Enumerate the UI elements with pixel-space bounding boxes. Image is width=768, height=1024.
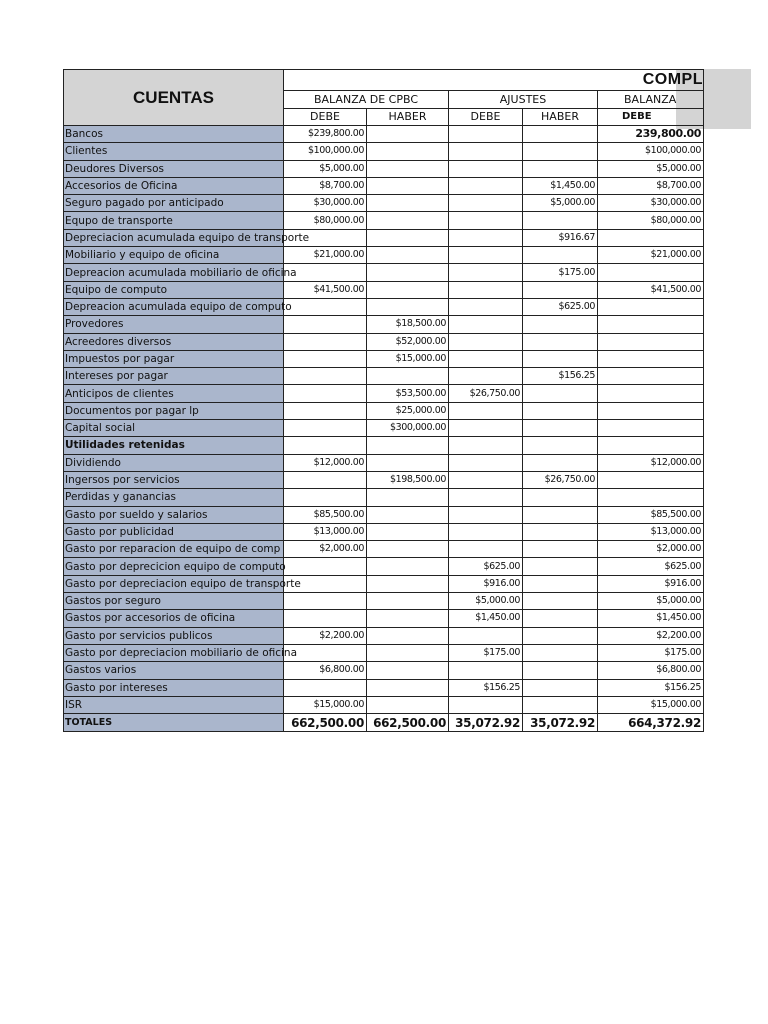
group-balanza-cpbc[interactable]: BALANZA DE CPBC: [284, 91, 449, 109]
amount-cell-c5[interactable]: [598, 471, 704, 488]
table-row: [64, 385, 704, 402]
account-name: Gasto por servicios publicos: [65, 629, 213, 642]
amount-cell-c1[interactable]: [284, 333, 367, 350]
amount-cell-c2[interactable]: $53,500.00: [367, 385, 449, 402]
amount-cell-c1[interactable]: [284, 593, 367, 610]
amount-cell-c5[interactable]: [598, 420, 704, 437]
amount-cell-c3[interactable]: $5,000.00: [449, 593, 523, 610]
amount-cell-c2[interactable]: [367, 143, 449, 160]
account-name: Gastos por accesorios de oficina: [65, 612, 236, 625]
amount-cell-c1[interactable]: $21,000.00: [284, 247, 367, 264]
amount-cell-c2[interactable]: $52,000.00: [367, 333, 449, 350]
table-row: [64, 160, 704, 177]
amount-cell-c4[interactable]: [523, 575, 598, 592]
table-row: [64, 454, 704, 471]
account-name-cell[interactable]: [64, 627, 284, 644]
account-name-cell[interactable]: [64, 420, 284, 437]
amount-cell-c5[interactable]: $625.00: [598, 558, 704, 575]
amount-cell-c2[interactable]: [367, 662, 449, 679]
amount-cell-c5[interactable]: $85,500.00: [598, 506, 704, 523]
amount-cell-c4[interactable]: [523, 523, 598, 540]
amount-cell-c2[interactable]: [367, 195, 449, 212]
account-name: Seguro pagado por anticipado: [65, 197, 224, 210]
amount-cell-c2[interactable]: $25,000.00: [367, 402, 449, 419]
account-name: Gasto por reparacion de equipo de comp: [65, 543, 281, 556]
total-cell-c1[interactable]: 662,500.00: [284, 714, 367, 732]
amount-cell-c2[interactable]: [367, 247, 449, 264]
table-row: [64, 627, 704, 644]
amount-cell-c2[interactable]: [367, 126, 449, 143]
account-name: Gasto por depreciacion equipo de transporte: [65, 577, 301, 590]
amount-cell-c3[interactable]: [449, 437, 523, 454]
account-name-cell[interactable]: [64, 316, 284, 333]
account-name-cell[interactable]: [64, 679, 284, 696]
amount-cell-c3[interactable]: [449, 489, 523, 506]
amount-cell-c4[interactable]: [523, 316, 598, 333]
amount-cell-c1[interactable]: [284, 350, 367, 367]
amount-cell-c2[interactable]: [367, 575, 449, 592]
amount-cell-c3[interactable]: [449, 333, 523, 350]
amount-cell-c5[interactable]: $1,450.00: [598, 610, 704, 627]
comprobacion-header[interactable]: [284, 70, 704, 91]
amount-cell-c3[interactable]: [449, 420, 523, 437]
amount-cell-c5[interactable]: [598, 402, 704, 419]
amount-cell-c5[interactable]: $12,000.00: [598, 454, 704, 471]
table-row: [64, 575, 704, 592]
amount-cell-c5[interactable]: [598, 350, 704, 367]
amount-cell-c3[interactable]: [449, 247, 523, 264]
table-row: [64, 679, 704, 696]
account-name: Documentos por pagar lp: [65, 404, 199, 417]
amount-cell-c1[interactable]: $12,000.00: [284, 454, 367, 471]
amount-cell-c5[interactable]: $8,700.00: [598, 177, 704, 194]
amount-cell-c2[interactable]: [367, 437, 449, 454]
table-row: [64, 696, 704, 713]
worksheet: [63, 69, 703, 777]
amount-cell-c4[interactable]: $916.67: [523, 229, 598, 246]
table-row: [64, 350, 704, 367]
subcol-debe[interactable]: DEBE: [598, 109, 704, 126]
table-row: [64, 489, 704, 506]
subcol-haber[interactable]: HABER: [523, 109, 598, 126]
amount-cell-c2[interactable]: [367, 593, 449, 610]
table-row: [64, 593, 704, 610]
amount-cell-c1[interactable]: $6,800.00: [284, 662, 367, 679]
amount-cell-c5[interactable]: [598, 298, 704, 315]
amount-cell-c3[interactable]: [449, 212, 523, 229]
account-name-cell[interactable]: [64, 696, 284, 713]
amount-cell-c3[interactable]: $916.00: [449, 575, 523, 592]
total-cell-c3[interactable]: 35,072.92: [449, 714, 523, 732]
amount-cell-c1[interactable]: [284, 489, 367, 506]
amount-cell-c2[interactable]: [367, 160, 449, 177]
subcol-haber[interactable]: HABER: [367, 109, 449, 126]
amount-cell-c1[interactable]: $100,000.00: [284, 143, 367, 160]
amount-cell-c1[interactable]: $30,000.00: [284, 195, 367, 212]
account-name-cell[interactable]: [64, 558, 284, 575]
amount-cell-c3[interactable]: [449, 298, 523, 315]
amount-cell-c5[interactable]: [598, 385, 704, 402]
amount-cell-c3[interactable]: [449, 627, 523, 644]
amount-cell-c2[interactable]: [367, 368, 449, 385]
account-name: Gasto por publicidad: [65, 525, 174, 538]
amount-cell-c5[interactable]: [598, 264, 704, 281]
account-name-cell[interactable]: [64, 593, 284, 610]
amount-cell-c5[interactable]: $41,500.00: [598, 281, 704, 298]
table-row: [64, 662, 704, 679]
account-name: Gasto por depreciacion mobiliario de oficina: [65, 647, 298, 660]
account-name: Impuestos por pagar: [65, 353, 175, 365]
table-row: [64, 610, 704, 627]
account-name-cell[interactable]: [64, 247, 284, 264]
amount-cell-c1[interactable]: [284, 316, 367, 333]
table-row: [64, 506, 704, 523]
table-row: [64, 126, 704, 143]
table-row: [64, 229, 704, 246]
account-name: Intereses por pagar: [65, 370, 168, 383]
amount-cell-c3[interactable]: [449, 541, 523, 558]
amount-cell-c5[interactable]: $6,800.00: [598, 662, 704, 679]
amount-cell-c4[interactable]: [523, 610, 598, 627]
amount-cell-c4[interactable]: [523, 143, 598, 160]
amount-cell-c5[interactable]: $2,000.00: [598, 541, 704, 558]
amount-cell-c4[interactable]: [523, 333, 598, 350]
account-name: Dividiendo: [65, 456, 121, 469]
table-row: [64, 471, 704, 488]
account-name-cell[interactable]: [64, 402, 284, 419]
amount-cell-c3[interactable]: $625.00: [449, 558, 523, 575]
account-name-cell[interactable]: [64, 126, 284, 143]
amount-cell-c2[interactable]: [367, 212, 449, 229]
amount-cell-c1[interactable]: [284, 679, 367, 696]
amount-cell-c4[interactable]: $5,000.00: [523, 195, 598, 212]
table-row: [64, 558, 704, 575]
amount-cell-c4[interactable]: $26,750.00: [523, 471, 598, 488]
total-cell-c2[interactable]: 662,500.00: [367, 714, 449, 732]
account-name: Accesorios de Oficina: [65, 180, 178, 193]
amount-cell-c2[interactable]: [367, 298, 449, 315]
amount-cell-c1[interactable]: $41,500.00: [284, 281, 367, 298]
account-name: ISR: [65, 698, 83, 711]
trial-balance-table: [63, 69, 704, 732]
amount-cell-c4[interactable]: $625.00: [523, 298, 598, 315]
amount-cell-c3[interactable]: [449, 177, 523, 194]
account-name: Anticipos de clientes: [65, 387, 174, 400]
amount-cell-c5[interactable]: [598, 437, 704, 454]
account-name: Equipo de computo: [65, 283, 168, 296]
amount-cell-c2[interactable]: [367, 541, 449, 558]
amount-cell-c3[interactable]: [449, 264, 523, 281]
account-name: Bancos: [65, 128, 103, 141]
amount-cell-c5[interactable]: $100,000.00: [598, 143, 704, 160]
amount-cell-c4[interactable]: [523, 541, 598, 558]
table-row: [64, 420, 704, 437]
amount-cell-c3[interactable]: [449, 281, 523, 298]
table-row: [64, 437, 704, 454]
amount-cell-c5[interactable]: [598, 368, 704, 385]
account-name: Gastos por seguro: [65, 595, 161, 608]
amount-cell-c3[interactable]: [449, 523, 523, 540]
amount-cell-c4[interactable]: [523, 126, 598, 143]
amount-cell-c3[interactable]: $26,750.00: [449, 385, 523, 402]
amount-cell-c4[interactable]: [523, 679, 598, 696]
account-name: Ingersos por servicios: [65, 474, 180, 487]
amount-cell-c2[interactable]: $198,500.00: [367, 471, 449, 488]
cuentas-header[interactable]: CUENTAS: [64, 70, 284, 126]
account-name: Perdidas y ganancias: [65, 491, 177, 504]
amount-cell-c1[interactable]: $239,800.00: [284, 126, 367, 143]
amount-cell-c2[interactable]: [367, 610, 449, 627]
account-name: Capital social: [65, 422, 136, 435]
amount-cell-c1[interactable]: [284, 471, 367, 488]
amount-cell-c2[interactable]: [367, 489, 449, 506]
amount-cell-c4[interactable]: [523, 662, 598, 679]
amount-cell-c5[interactable]: $156.25: [598, 679, 704, 696]
amount-cell-c5[interactable]: $21,000.00: [598, 247, 704, 264]
amount-cell-c1[interactable]: [284, 402, 367, 419]
amount-cell-c1[interactable]: $2,200.00: [284, 627, 367, 644]
amount-cell-c4[interactable]: [523, 489, 598, 506]
amount-cell-c5[interactable]: [598, 333, 704, 350]
amount-cell-c3[interactable]: [449, 662, 523, 679]
amount-cell-c2[interactable]: [367, 679, 449, 696]
amount-cell-c4[interactable]: [523, 454, 598, 471]
amount-cell-c1[interactable]: [284, 437, 367, 454]
account-name: Utilidades retenidas: [65, 439, 185, 452]
amount-cell-c1[interactable]: $15,000.00: [284, 696, 367, 713]
table-row: [64, 333, 704, 350]
amount-cell-c1[interactable]: [284, 420, 367, 437]
amount-cell-c2[interactable]: [367, 558, 449, 575]
table-row: [64, 298, 704, 315]
table-row: [64, 212, 704, 229]
amount-cell-c4[interactable]: [523, 437, 598, 454]
amount-cell-c2[interactable]: [367, 696, 449, 713]
amount-cell-c4[interactable]: [523, 281, 598, 298]
table-row: [64, 402, 704, 419]
amount-cell-c5[interactable]: [598, 229, 704, 246]
account-name-cell[interactable]: [64, 437, 284, 454]
amount-cell-c4[interactable]: $1,450.00: [523, 177, 598, 194]
account-name-cell[interactable]: [64, 229, 310, 246]
amount-cell-c4[interactable]: [523, 420, 598, 437]
account-name-cell[interactable]: [64, 454, 284, 471]
amount-cell-c4[interactable]: [523, 627, 598, 644]
account-name: Depreacion acumulada mobiliario de oficina: [65, 266, 297, 279]
amount-cell-c4[interactable]: [523, 593, 598, 610]
amount-cell-c2[interactable]: [367, 281, 449, 298]
amount-cell-c5[interactable]: $5,000.00: [598, 160, 704, 177]
amount-cell-c1[interactable]: $2,000.00: [284, 541, 367, 558]
account-name-cell[interactable]: [64, 350, 284, 367]
amount-cell-c2[interactable]: [367, 644, 449, 661]
account-name-cell[interactable]: [64, 610, 284, 627]
amount-cell-c2[interactable]: $18,500.00: [367, 316, 449, 333]
amount-cell-c3[interactable]: [449, 143, 523, 160]
amount-cell-c4[interactable]: [523, 506, 598, 523]
account-name: Depreacion acumulada equipo de computo: [65, 301, 292, 314]
account-name-cell[interactable]: [64, 143, 284, 160]
amount-cell-c3[interactable]: [449, 368, 523, 385]
totals-label[interactable]: TOTALES: [64, 714, 284, 732]
table-row: [64, 247, 704, 264]
table-row: [64, 195, 704, 212]
amount-cell-c2[interactable]: [367, 506, 449, 523]
amount-cell-c2[interactable]: [367, 627, 449, 644]
amount-cell-c3[interactable]: [449, 195, 523, 212]
account-name: Equpo de transporte: [65, 214, 173, 227]
account-name: Depreciacion acumulada equipo de transporte: [65, 231, 310, 244]
amount-cell-c2[interactable]: $15,000.00: [367, 350, 449, 367]
amount-cell-c4[interactable]: [523, 160, 598, 177]
amount-cell-c1[interactable]: $5,000.00: [284, 160, 367, 177]
amount-cell-c3[interactable]: [449, 126, 523, 143]
amount-cell-c3[interactable]: [449, 506, 523, 523]
amount-cell-c2[interactable]: [367, 229, 449, 246]
amount-cell-c5[interactable]: [598, 316, 704, 333]
table-row: [64, 281, 704, 298]
amount-cell-c4[interactable]: [523, 644, 598, 661]
account-name-cell[interactable]: [64, 368, 284, 385]
amount-cell-c1[interactable]: $8,700.00: [284, 177, 367, 194]
table-row: [64, 143, 704, 160]
table-row: [64, 541, 704, 558]
account-name: Deudores Diversos: [65, 162, 165, 175]
amount-cell-c1[interactable]: [284, 385, 367, 402]
amount-cell-c2[interactable]: [367, 264, 449, 281]
amount-cell-c4[interactable]: [523, 558, 598, 575]
amount-cell-c2[interactable]: $300,000.00: [367, 420, 449, 437]
amount-cell-c1[interactable]: $13,000.00: [284, 523, 367, 540]
amount-cell-c2[interactable]: [367, 523, 449, 540]
amount-cell-c3[interactable]: $1,450.00: [449, 610, 523, 627]
account-name: Gasto por intereses: [65, 681, 168, 694]
amount-cell-c5[interactable]: $30,000.00: [598, 195, 704, 212]
amount-cell-c4[interactable]: $175.00: [523, 264, 598, 281]
account-name: Clientes: [65, 145, 108, 158]
amount-cell-c5[interactable]: $15,000.00: [598, 696, 704, 713]
account-name-cell[interactable]: [64, 506, 284, 523]
account-name-cell[interactable]: [64, 471, 284, 488]
account-name-cell[interactable]: [64, 212, 284, 229]
amount-cell-c4[interactable]: [523, 212, 598, 229]
comprobacion-title: COMPL: [642, 71, 703, 88]
account-name: Provedores: [65, 318, 124, 331]
account-name: Gasto por sueldo y salarios: [65, 508, 208, 521]
account-name: Gasto por deprecicion equipo de computo: [65, 560, 286, 573]
totals-row: [64, 714, 704, 732]
table-row: [64, 264, 704, 281]
account-name-cell[interactable]: [64, 541, 284, 558]
amount-cell-c1[interactable]: [284, 298, 367, 315]
amount-cell-c3[interactable]: [449, 229, 523, 246]
amount-cell-c2[interactable]: [367, 177, 449, 194]
amount-cell-c3[interactable]: [449, 316, 523, 333]
amount-cell-c4[interactable]: [523, 402, 598, 419]
amount-cell-c1[interactable]: [284, 368, 367, 385]
table-row: [64, 368, 704, 385]
total-cell-c5[interactable]: 664,372.92: [598, 714, 704, 732]
amount-cell-c1[interactable]: $80,000.00: [284, 212, 367, 229]
amount-cell-c5[interactable]: $916.00: [598, 575, 704, 592]
group-ajustes[interactable]: AJUSTES: [449, 91, 598, 109]
account-name: Mobiliario y equipo de oficina: [65, 249, 220, 262]
table-row: [64, 177, 704, 194]
amount-cell-c4[interactable]: [523, 696, 598, 713]
account-name-cell[interactable]: [64, 644, 298, 661]
account-name-cell[interactable]: [64, 523, 284, 540]
amount-cell-c5[interactable]: $175.00: [598, 644, 704, 661]
amount-cell-c3[interactable]: $175.00: [449, 644, 523, 661]
account-name-cell[interactable]: [64, 333, 284, 350]
amount-cell-c5[interactable]: 239,800.00: [598, 126, 704, 143]
account-name-cell[interactable]: [64, 160, 284, 177]
account-name-cell[interactable]: [64, 575, 301, 592]
account-name-cell[interactable]: [64, 662, 284, 679]
account-name-cell[interactable]: [64, 281, 284, 298]
amount-cell-c3[interactable]: $156.25: [449, 679, 523, 696]
account-name-cell[interactable]: [64, 385, 284, 402]
total-cell-c4[interactable]: 35,072.92: [523, 714, 598, 732]
amount-cell-c5[interactable]: $80,000.00: [598, 212, 704, 229]
account-name-cell[interactable]: [64, 298, 292, 315]
amount-cell-c5[interactable]: $13,000.00: [598, 523, 704, 540]
amount-cell-c1[interactable]: [284, 558, 367, 575]
subcol-debe[interactable]: DEBE: [284, 109, 367, 126]
amount-cell-c3[interactable]: [449, 471, 523, 488]
amount-cell-c5[interactable]: [598, 489, 704, 506]
account-name-cell[interactable]: [64, 489, 284, 506]
table-row: [64, 316, 704, 333]
amount-cell-c5[interactable]: $5,000.00: [598, 593, 704, 610]
amount-cell-c4[interactable]: [523, 385, 598, 402]
amount-cell-c3[interactable]: [449, 454, 523, 471]
amount-cell-c1[interactable]: $85,500.00: [284, 506, 367, 523]
account-name: Acreedores diversos: [65, 335, 172, 348]
amount-cell-c2[interactable]: [367, 454, 449, 471]
amount-cell-c4[interactable]: $156.25: [523, 368, 598, 385]
amount-cell-c3[interactable]: [449, 696, 523, 713]
amount-cell-c1[interactable]: [284, 610, 367, 627]
amount-cell-c3[interactable]: [449, 402, 523, 419]
account-name-cell[interactable]: [64, 264, 297, 281]
amount-cell-c4[interactable]: [523, 247, 598, 264]
amount-cell-c5[interactable]: $2,200.00: [598, 627, 704, 644]
account-name: Gastos varios: [65, 664, 137, 677]
subcol-debe[interactable]: DEBE: [449, 109, 523, 126]
account-name-cell[interactable]: [64, 177, 284, 194]
amount-cell-c3[interactable]: [449, 350, 523, 367]
amount-cell-c3[interactable]: [449, 160, 523, 177]
table-row: [64, 644, 704, 661]
account-name-cell[interactable]: [64, 195, 284, 212]
group-balanza[interactable]: BALANZA: [598, 91, 704, 109]
amount-cell-c4[interactable]: [523, 350, 598, 367]
table-row: [64, 523, 704, 540]
